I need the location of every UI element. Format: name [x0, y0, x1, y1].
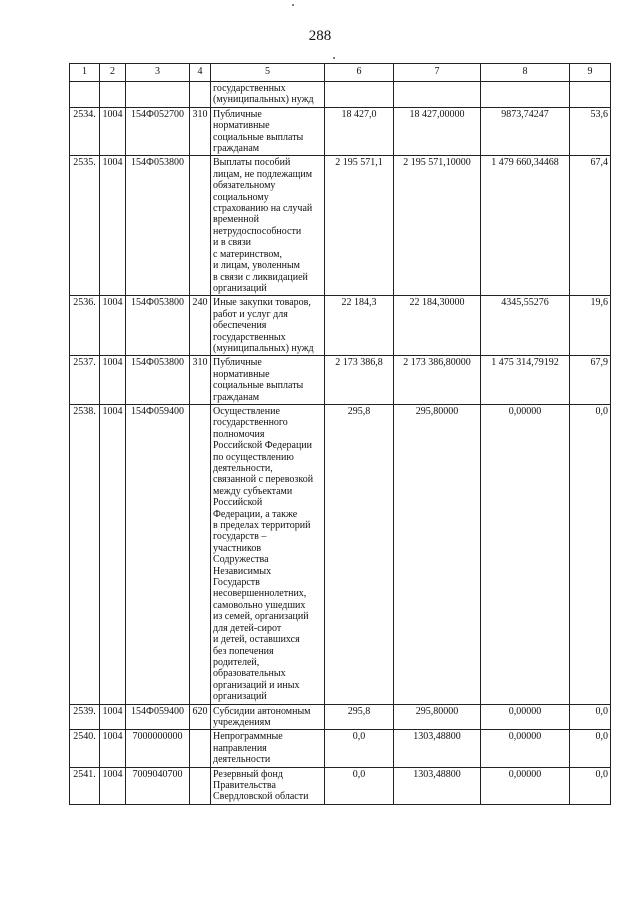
approved-amount-cell [325, 82, 394, 108]
item-name-cell: Осуществление государственного полномочия Российской Федерации по осуществлению деятельности, связанной с перевозкой между субъектами Российской Федерации, а также в пределах территорий государств – участников Содружества Независимых Государств несовершеннолетних, самовольно ушедших из семей, организаций для детей-сирот и детей, оставшихся без попечения родителей, образовательных организаций и иных организаций [211, 404, 325, 704]
refined-amount-cell: 2 173 386,80000 [394, 356, 481, 405]
row-number-cell [70, 82, 100, 108]
item-name-cell: Выплаты пособий лицам, не подлежащим обязательному социальному страхованию на случай временной нетрудоспособности и в связи с материнством, и лицам, уволенным в связи с ликвидацией организаций [211, 156, 325, 296]
executed-amount-cell: 0,00000 [481, 730, 570, 767]
row-number-cell: 2538. [70, 404, 100, 704]
approved-amount-cell: 2 195 571,1 [325, 156, 394, 296]
executed-amount-cell: 1 479 660,34468 [481, 156, 570, 296]
target-article-cell: 7000000000 [126, 730, 190, 767]
row-number-cell: 2540. [70, 730, 100, 767]
execution-percent-cell [570, 82, 611, 108]
refined-amount-cell: 1303,48800 [394, 730, 481, 767]
section-code-cell: 1004 [100, 107, 126, 156]
section-code-cell: 1004 [100, 156, 126, 296]
row-number-cell: 2535. [70, 156, 100, 296]
column-header: 3 [126, 64, 190, 82]
expense-type-cell [190, 730, 211, 767]
item-name-cell: Резервный фонд Правительства Свердловской области [211, 767, 325, 804]
column-header: 1 [70, 64, 100, 82]
approved-amount-cell: 0,0 [325, 730, 394, 767]
section-code-cell: 1004 [100, 767, 126, 804]
execution-percent-cell: 0,0 [570, 704, 611, 730]
section-code-cell [100, 82, 126, 108]
executed-amount-cell: 4345,55276 [481, 296, 570, 356]
item-name-cell: Непрограммные направления деятельности [211, 730, 325, 767]
row-number-cell: 2537. [70, 356, 100, 405]
expense-type-cell [190, 82, 211, 108]
target-article-cell: 7009040700 [126, 767, 190, 804]
approved-amount-cell: 18 427,0 [325, 107, 394, 156]
row-number-cell: 2539. [70, 704, 100, 730]
scan-speck [292, 4, 294, 6]
refined-amount-cell: 295,80000 [394, 704, 481, 730]
execution-percent-cell: 0,0 [570, 730, 611, 767]
item-name-cell: государственных (муниципальных) нужд [211, 82, 325, 108]
target-article-cell [126, 82, 190, 108]
refined-amount-cell: 18 427,00000 [394, 107, 481, 156]
executed-amount-cell: 9873,74247 [481, 107, 570, 156]
expense-type-cell [190, 404, 211, 704]
refined-amount-cell: 2 195 571,10000 [394, 156, 481, 296]
approved-amount-cell: 295,8 [325, 404, 394, 704]
table-row [70, 356, 611, 405]
execution-percent-cell: 67,4 [570, 156, 611, 296]
column-header: 8 [481, 64, 570, 82]
expense-type-cell: 310 [190, 107, 211, 156]
target-article-cell: 154Ф053800 [126, 296, 190, 356]
execution-percent-cell: 0,0 [570, 404, 611, 704]
table-row [70, 704, 611, 730]
approved-amount-cell: 295,8 [325, 704, 394, 730]
scan-speck [333, 57, 335, 59]
table-row [70, 767, 611, 804]
page-number: 288 [308, 28, 332, 44]
table-row [70, 730, 611, 767]
execution-percent-cell: 19,6 [570, 296, 611, 356]
expense-type-cell: 620 [190, 704, 211, 730]
item-name-cell: Иные закупки товаров, работ и услуг для обеспечения государственных (муниципальных) нужд [211, 296, 325, 356]
approved-amount-cell: 22 184,3 [325, 296, 394, 356]
refined-amount-cell: 295,80000 [394, 404, 481, 704]
column-header: 7 [394, 64, 481, 82]
row-number-cell: 2541. [70, 767, 100, 804]
target-article-cell: 154Ф059400 [126, 404, 190, 704]
expense-type-cell: 240 [190, 296, 211, 356]
row-number-cell: 2534. [70, 107, 100, 156]
section-code-cell: 1004 [100, 704, 126, 730]
approved-amount-cell: 2 173 386,8 [325, 356, 394, 405]
table-row [70, 107, 611, 156]
executed-amount-cell: 0,00000 [481, 704, 570, 730]
target-article-cell: 154Ф052700 [126, 107, 190, 156]
table-row [70, 296, 611, 356]
section-code-cell: 1004 [100, 356, 126, 405]
budget-table [69, 63, 611, 805]
column-header: 2 [100, 64, 126, 82]
target-article-cell: 154Ф053800 [126, 356, 190, 405]
execution-percent-cell: 67,9 [570, 356, 611, 405]
table-row [70, 404, 611, 704]
execution-percent-cell: 53,6 [570, 107, 611, 156]
executed-amount-cell: 1 475 314,79192 [481, 356, 570, 405]
column-header: 5 [211, 64, 325, 82]
section-code-cell: 1004 [100, 730, 126, 767]
refined-amount-cell: 1303,48800 [394, 767, 481, 804]
section-code-cell: 1004 [100, 404, 126, 704]
row-number-cell: 2536. [70, 296, 100, 356]
approved-amount-cell: 0,0 [325, 767, 394, 804]
executed-amount-cell: 0,00000 [481, 404, 570, 704]
item-name-cell: Публичные нормативные социальные выплаты гражданам [211, 107, 325, 156]
table-body [70, 82, 611, 805]
item-name-cell: Публичные нормативные социальные выплаты гражданам [211, 356, 325, 405]
table-row [70, 156, 611, 296]
item-name-cell: Субсидии автономным учреждениям [211, 704, 325, 730]
header-row [70, 64, 611, 82]
column-header: 9 [570, 64, 611, 82]
target-article-cell: 154Ф053800 [126, 156, 190, 296]
expense-type-cell [190, 156, 211, 296]
column-header: 6 [325, 64, 394, 82]
expense-type-cell [190, 767, 211, 804]
executed-amount-cell: 0,00000 [481, 767, 570, 804]
target-article-cell: 154Ф059400 [126, 704, 190, 730]
executed-amount-cell [481, 82, 570, 108]
refined-amount-cell: 22 184,30000 [394, 296, 481, 356]
section-code-cell: 1004 [100, 296, 126, 356]
expense-type-cell: 310 [190, 356, 211, 405]
execution-percent-cell: 0,0 [570, 767, 611, 804]
refined-amount-cell [394, 82, 481, 108]
table-row [70, 82, 611, 108]
column-header: 4 [190, 64, 211, 82]
